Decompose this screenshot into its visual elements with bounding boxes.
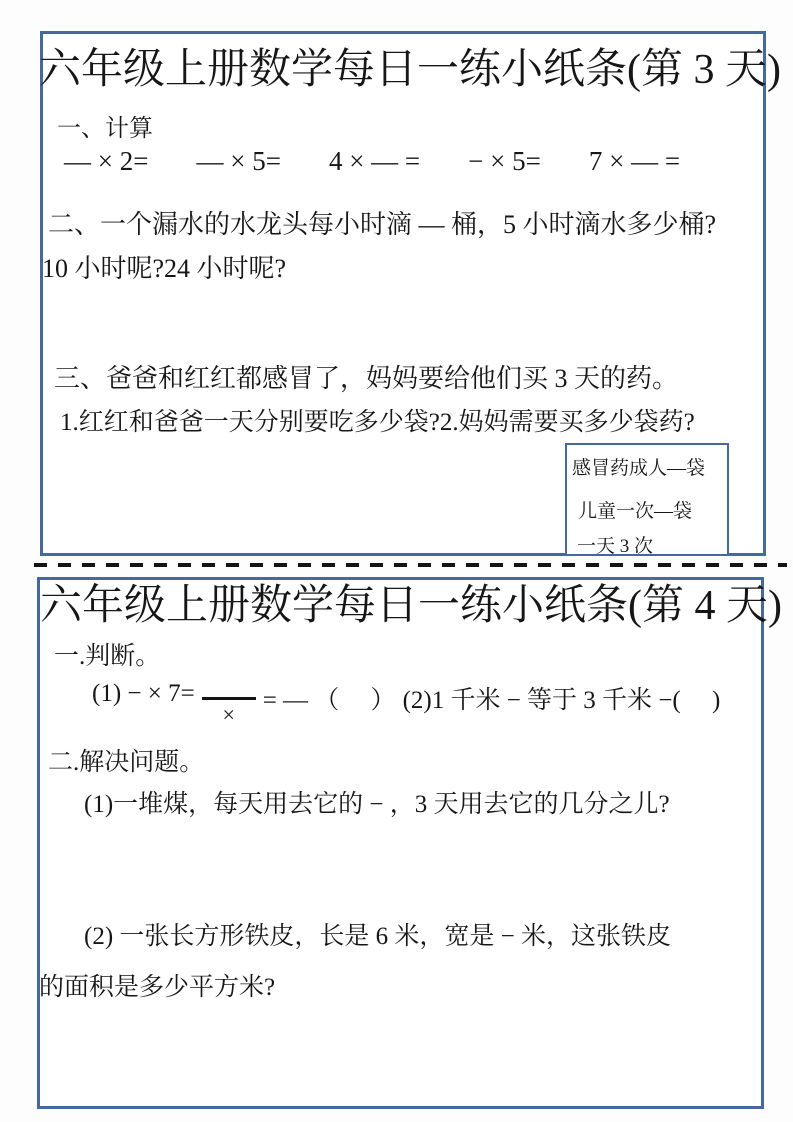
medicine-label-line3: 一天 3 次 xyxy=(577,536,654,557)
calc-problem-5: 7 × — = xyxy=(588,146,681,176)
day3-problem2-line1: 二、一个漏水的水龙头每小时滴 — 桶，5 小时滴水多少桶? xyxy=(48,210,717,239)
day4-judge-heading: 一.判断。 xyxy=(54,643,161,670)
fraction-with-times-denominator xyxy=(202,697,256,728)
fraction-denominator: × xyxy=(222,702,235,727)
fraction-bar xyxy=(202,697,256,700)
day3-problem3-line2: 1.红红和爸爸一天分别要吃多少袋?2.妈妈需要买多少袋药? xyxy=(60,409,695,436)
calc-problem-1: — × 2= xyxy=(64,146,149,176)
day4-judge-item-row xyxy=(92,680,720,728)
calc-problem-3: 4 × — = xyxy=(328,146,421,176)
medicine-label-line1: 感冒药成人—袋 xyxy=(572,458,706,479)
judge-item1-suffix: = — （ ） xyxy=(262,687,396,714)
day3-calc-problem-row xyxy=(64,146,680,177)
calc-problem-2: — × 5= xyxy=(196,146,281,176)
day4-solve-item2-line2: 的面积是多少平方米? xyxy=(39,974,276,1001)
day4-solve-item2-line1: (2) 一张长方形铁皮，长是 6 米，宽是 − 米，这张铁皮 xyxy=(84,923,672,950)
medicine-label-line2: 儿童一次—袋 xyxy=(578,501,693,522)
day3-problem3-line1: 三、爸爸和红红都感冒了，妈妈要给他们买 3 天的药。 xyxy=(54,364,679,393)
worksheet-day4-title: 六年级上册数学每日一练小纸条(第 4 天) xyxy=(40,583,782,629)
calc-problem-4: − × 5= xyxy=(468,146,541,176)
day4-solve-heading: 二.解决问题。 xyxy=(48,749,205,776)
day3-section1-heading: 一、计算 xyxy=(57,116,153,142)
judge-item1-prefix: (1) − × 7= xyxy=(92,680,195,707)
medicine-label-box xyxy=(565,443,729,556)
judge-item2: (2)1 千米 − 等于 3 千米 −( ) xyxy=(402,687,721,714)
worksheet-day3-title: 六年级上册数学每日一练小纸条(第 3 天) xyxy=(39,47,781,93)
day3-problem2-line2: 10 小时呢?24 小时呢? xyxy=(42,254,287,283)
dashed-cut-divider xyxy=(34,563,787,567)
day4-solve-item1: (1)一堆煤，每天用去它的 − ，3 天用去它的几分之儿? xyxy=(84,791,670,818)
